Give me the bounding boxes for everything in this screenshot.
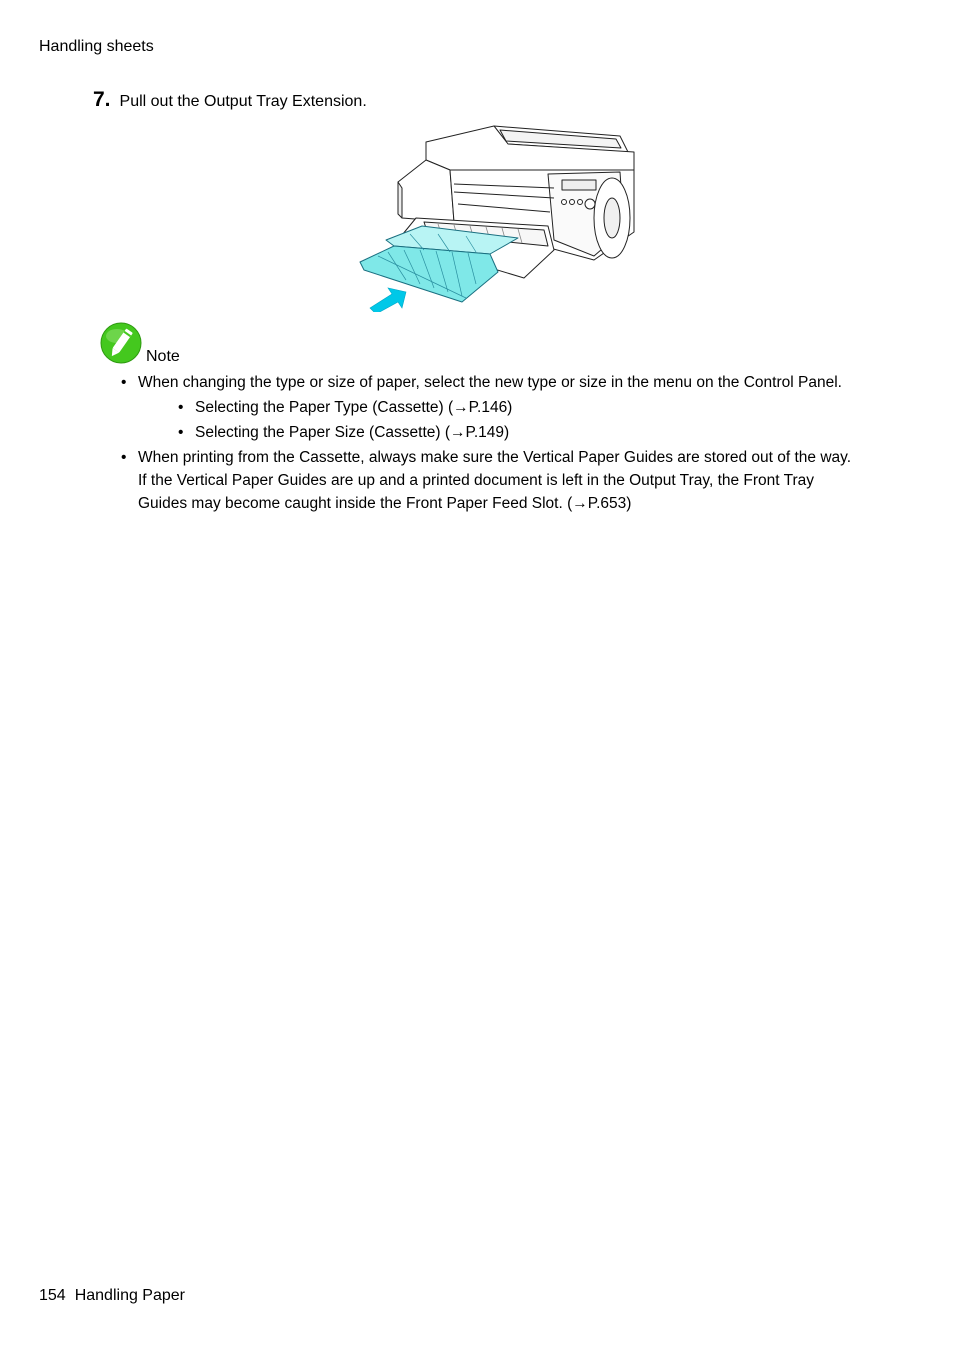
- link-paper-type-cassette[interactable]: Selecting the Paper Type (Cassette) (→P.146): [195, 399, 513, 416]
- note-item: [121, 371, 891, 444]
- step-instruction: Pull out the Output Tray Extension.: [119, 93, 367, 110]
- note-item-line: If the Vertical Paper Guides are up and a printed document is left in the Output Tray, the Front Tray: [138, 472, 815, 489]
- pencil-note-icon: [100, 322, 142, 364]
- link-paper-size-cassette[interactable]: Selecting the Paper Size (Cassette) (→P.149): [195, 424, 510, 441]
- bullet: •: [121, 374, 127, 391]
- note-item-line: When printing from the Cassette, always make sure the Vertical Paper Guides are stored out of the way.: [138, 449, 852, 466]
- bullet: •: [178, 424, 184, 441]
- note-item-text: When changing the type or size of paper, select the new type or size in the menu on the Control Panel.: [138, 374, 842, 391]
- link-front-paper-feed-slot[interactable]: Guides may become caught inside the Front Paper Feed Slot. (→P.653): [138, 495, 632, 512]
- running-header: Handling sheets: [39, 38, 154, 55]
- page-number: 154: [39, 1287, 66, 1304]
- step-number: 7.: [93, 88, 111, 111]
- bullet: •: [178, 399, 184, 416]
- note-title: Note: [146, 348, 180, 365]
- note-subitem: [178, 396, 891, 419]
- note-subitem: [178, 421, 891, 444]
- chapter-title: Handling Paper: [74, 1287, 185, 1304]
- note-list: [121, 371, 891, 515]
- note-item: [121, 446, 891, 515]
- page-footer: [39, 1287, 185, 1305]
- printer-illustration: [358, 122, 640, 312]
- step-7: [93, 88, 367, 112]
- bullet: •: [121, 449, 127, 466]
